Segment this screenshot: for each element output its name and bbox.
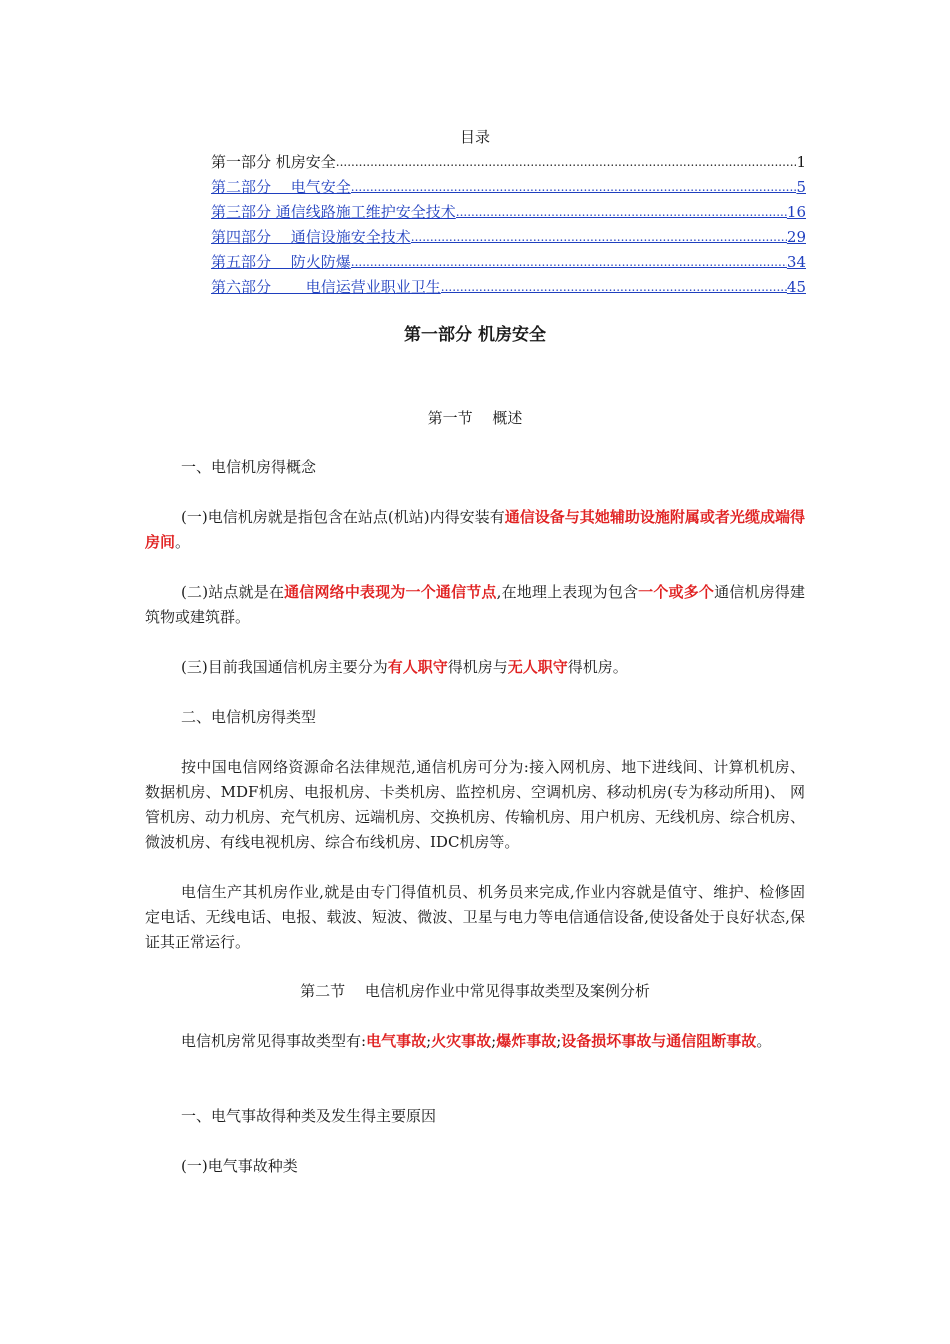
text-run: 得机房。 (567, 658, 628, 676)
heading-electrical-accidents: 一、电气事故得种类及发生得主要原因 (181, 1107, 437, 1125)
toc-leader-dots (456, 203, 787, 222)
text-run: ; (491, 1032, 497, 1050)
highlight-text: 有人职守 (387, 658, 448, 676)
toc-entry-part3[interactable] (211, 200, 806, 222)
toc-entry-title: 第一部分 机房安全 (211, 153, 336, 171)
toc-leader-dots (411, 228, 787, 247)
paragraph-classification (145, 655, 805, 680)
toc-leader-dots (351, 178, 797, 197)
toc-entry-title: 第六部分 电信运营业职业卫生 (211, 278, 441, 296)
highlight-text: 设备损坏事故与通信阻断事故 (561, 1032, 757, 1050)
toc-entry-page: 16 (786, 203, 806, 221)
toc-title: 目录 (459, 128, 490, 146)
highlight-text: 电气事故 (366, 1032, 427, 1050)
paragraph-operations: 电信生产其机房作业,就是由专门得值机员、机务员来完成,作业内容就是值守、维护、检修固定电话、无线电话、电报、载波、短波、微波、卫星与电力等电信通信设备,使设备处于良好状态,保证其正常运行。 (145, 883, 805, 951)
toc-entry-part4[interactable] (211, 225, 806, 247)
toc-leader-dots (351, 253, 787, 272)
toc-leader-dots (336, 153, 797, 172)
section-title-1: 第一节 概述 (427, 409, 523, 427)
highlight-text: 无人职守 (507, 658, 568, 676)
toc-entry-title: 第三部分 通信线路施工维护安全技术 (211, 203, 456, 221)
text-run: 电信机房常见得事故类型有: (181, 1032, 367, 1050)
toc-leader-dots (441, 278, 787, 297)
toc-entry-part2[interactable] (211, 175, 806, 197)
highlight-text: 通信网络中表现为一个通信节点 (284, 583, 497, 601)
toc-entry-page: 29 (786, 228, 806, 246)
text-run: ; (426, 1032, 432, 1050)
toc-entry-page: 1 (796, 153, 806, 171)
highlight-text: 一个或多个 (638, 583, 715, 601)
text-run: (二)站点就是在 (181, 583, 285, 601)
text-run: ; (556, 1032, 562, 1050)
paragraph-room-types: 按中国电信网络资源命名法律规范,通信机房可分为:接入网机房、地下进线间、计算机机房、数据机房、MDF机房、电报机房、卡类机房、监控机房、空调机房、移动机房(专为移动所用)、 网管机房、动力机房、充气机房、远端机房、交换机房、传输机房、用户机房、无线机房、综合机房、微波机房、有线电视机房、综合布线机房、IDC机房等。 (145, 758, 806, 851)
highlight-text: 通信设备与其她辅助设施附属或者光缆成端得房间 (145, 508, 805, 551)
text-run: (三)目前我国通信机房主要分为 (181, 658, 388, 676)
text-run: ,在地理上表现为包含 (496, 583, 639, 601)
toc-entry-page: 34 (786, 253, 806, 271)
text-run: 。 (175, 533, 191, 551)
heading-concept: 一、电信机房得概念 (181, 458, 317, 476)
paragraph-site (145, 580, 805, 630)
heading-types: 二、电信机房得类型 (181, 708, 317, 726)
text-run: 。 (756, 1032, 772, 1050)
section-title-2: 第二节 电信机房作业中常见得事故类型及案例分析 (300, 982, 650, 1000)
text-run: 得机房与 (447, 658, 508, 676)
toc-entry-part5[interactable] (211, 250, 806, 272)
toc-entry-part6[interactable] (211, 275, 806, 297)
highlight-text: 火灾事故 (431, 1032, 492, 1050)
paragraph-definition (145, 505, 805, 555)
heading-electrical-types: (一)电气事故种类 (181, 1157, 298, 1175)
toc-entry-title: 第四部分 通信设施安全技术 (211, 228, 411, 246)
text-run: 通信机房得建筑物或建筑群。 (145, 583, 805, 626)
highlight-text: 爆炸事故 (496, 1032, 557, 1050)
toc-entry-title: 第二部分 电气安全 (211, 178, 351, 196)
part-title: 第一部分 机房安全 (404, 325, 546, 345)
text-run: (一)电信机房就是指包含在站点(机站)内得安装有 (181, 508, 505, 526)
toc-entry-title: 第五部分 防火防爆 (211, 253, 351, 271)
toc-entry-page: 5 (796, 178, 806, 196)
toc-entry-part1[interactable] (211, 150, 806, 172)
toc-entry-page: 45 (786, 278, 806, 296)
paragraph-accident-types (145, 1029, 805, 1054)
